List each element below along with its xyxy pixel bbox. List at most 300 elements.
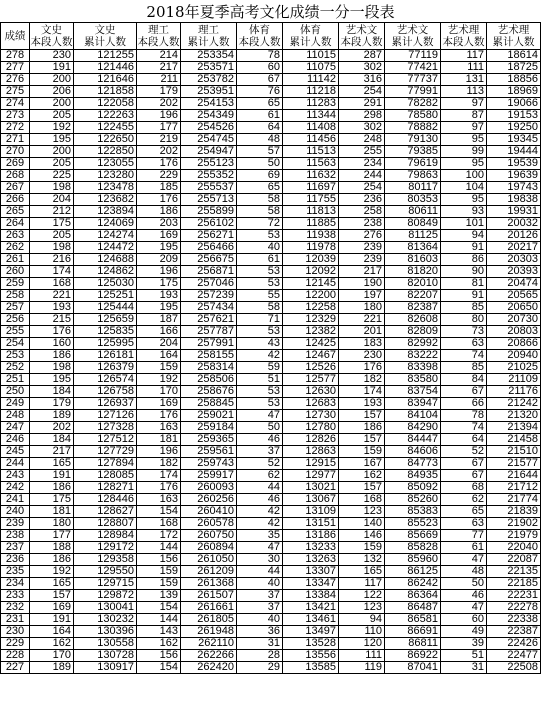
cell-yishuli-count: 63 [441, 338, 487, 350]
cell-yishuli-count: 117 [441, 50, 487, 62]
cell-yishuwen-count: 180 [339, 302, 385, 314]
cell-tiyu-count: 53 [237, 230, 283, 242]
table-row [1, 470, 541, 482]
score-table [0, 22, 541, 674]
cell-score: 234 [1, 578, 30, 590]
cell-ligong-count: 182 [137, 458, 181, 470]
column-header-line1: 文史 [94, 24, 116, 36]
cell-tiyu-cumulative: 11218 [283, 86, 339, 98]
cell-yishuwen-count: 298 [339, 110, 385, 122]
cell-yishuli-cumulative: 20650 [487, 302, 541, 314]
cell-yishuwen-cumulative: 85092 [385, 482, 441, 494]
cell-ligong-count: 204 [137, 338, 181, 350]
cell-tiyu-count: 43 [237, 338, 283, 350]
cell-ligong-count: 174 [137, 470, 181, 482]
cell-yishuwen-cumulative: 82387 [385, 302, 441, 314]
cell-yishuwen-count: 244 [339, 170, 385, 182]
cell-ligong-cumulative: 258155 [181, 350, 237, 362]
cell-wenshi-count: 198 [30, 242, 74, 254]
cell-ligong-cumulative: 260750 [181, 530, 237, 542]
cell-yishuli-cumulative: 18969 [487, 86, 541, 98]
cell-yishuwen-cumulative: 85260 [385, 494, 441, 506]
cell-yishuwen-cumulative: 78580 [385, 110, 441, 122]
cell-wenshi-cumulative: 124274 [74, 230, 137, 242]
table-row [1, 506, 541, 518]
cell-ligong-count: 154 [137, 602, 181, 614]
cell-wenshi-count: 198 [30, 362, 74, 374]
cell-yishuli-count: 90 [441, 266, 487, 278]
cell-yishuwen-count: 159 [339, 446, 385, 458]
cell-yishuwen-count: 197 [339, 290, 385, 302]
cell-yishuwen-cumulative: 86242 [385, 578, 441, 590]
cell-yishuli-count: 73 [441, 326, 487, 338]
table-row [1, 158, 541, 170]
cell-yishuli-count: 97 [441, 122, 487, 134]
cell-score: 236 [1, 554, 30, 566]
cell-yishuli-cumulative: 19444 [487, 146, 541, 158]
column-header-tiyu-count [237, 23, 283, 50]
cell-score: 248 [1, 410, 30, 422]
cell-yishuli-cumulative: 18856 [487, 74, 541, 86]
cell-ligong-count: 159 [137, 566, 181, 578]
cell-tiyu-count: 37 [237, 590, 283, 602]
cell-ligong-cumulative: 259743 [181, 458, 237, 470]
cell-yishuwen-count: 157 [339, 482, 385, 494]
cell-yishuli-count: 113 [441, 86, 487, 98]
cell-yishuwen-count: 201 [339, 326, 385, 338]
cell-tiyu-count: 28 [237, 650, 283, 662]
cell-yishuli-cumulative: 21712 [487, 482, 541, 494]
cell-ligong-cumulative: 261209 [181, 566, 237, 578]
cell-ligong-count: 144 [137, 614, 181, 626]
cell-yishuwen-count: 183 [339, 338, 385, 350]
cell-score: 272 [1, 122, 30, 134]
cell-tiyu-count: 52 [237, 458, 283, 470]
cell-yishuli-cumulative: 21242 [487, 398, 541, 410]
cell-wenshi-count: 200 [30, 146, 74, 158]
cell-tiyu-count: 37 [237, 602, 283, 614]
cell-wenshi-count: 165 [30, 578, 74, 590]
cell-wenshi-count: 175 [30, 494, 74, 506]
cell-ligong-count: 209 [137, 254, 181, 266]
cell-yishuli-count: 81 [441, 278, 487, 290]
table-row [1, 302, 541, 314]
table-row [1, 518, 541, 530]
cell-yishuwen-count: 94 [339, 614, 385, 626]
cell-wenshi-cumulative: 127512 [74, 434, 137, 446]
cell-yishuwen-count: 140 [339, 518, 385, 530]
cell-ligong-count: 187 [137, 314, 181, 326]
cell-tiyu-count: 59 [237, 362, 283, 374]
cell-wenshi-cumulative: 126758 [74, 386, 137, 398]
table-row [1, 494, 541, 506]
cell-yishuli-cumulative: 21902 [487, 518, 541, 530]
cell-yishuwen-count: 162 [339, 470, 385, 482]
cell-yishuli-cumulative: 21109 [487, 374, 541, 386]
cell-yishuwen-cumulative: 79130 [385, 134, 441, 146]
cell-wenshi-cumulative: 130728 [74, 650, 137, 662]
cell-tiyu-cumulative: 12092 [283, 266, 339, 278]
cell-yishuli-cumulative: 20803 [487, 326, 541, 338]
cell-ligong-cumulative: 262266 [181, 650, 237, 662]
column-header-line2: 累计人数 [187, 36, 230, 48]
cell-wenshi-cumulative: 129872 [74, 590, 137, 602]
cell-ligong-count: 211 [137, 74, 181, 86]
column-header-line2: 累计人数 [84, 36, 126, 48]
cell-ligong-count: 163 [137, 422, 181, 434]
cell-ligong-cumulative: 255899 [181, 206, 237, 218]
cell-yishuwen-cumulative: 85383 [385, 506, 441, 518]
cell-yishuli-count: 85 [441, 362, 487, 374]
cell-tiyu-count: 53 [237, 386, 283, 398]
table-row [1, 650, 541, 662]
column-header-line2: 累计人数 [289, 36, 332, 48]
column-header-line2: 累计人数 [492, 36, 535, 48]
cell-yishuwen-cumulative: 83398 [385, 362, 441, 374]
cell-yishuwen-cumulative: 78282 [385, 98, 441, 110]
cell-ligong-count: 170 [137, 386, 181, 398]
cell-yishuwen-cumulative: 86581 [385, 614, 441, 626]
table-row [1, 530, 541, 542]
cell-score: 249 [1, 398, 30, 410]
cell-wenshi-count: 175 [30, 218, 74, 230]
cell-wenshi-count: 206 [30, 86, 74, 98]
cell-yishuwen-count: 168 [339, 494, 385, 506]
cell-yishuli-cumulative: 22278 [487, 602, 541, 614]
table-row [1, 542, 541, 554]
cell-wenshi-count: 186 [30, 554, 74, 566]
cell-score: 241 [1, 494, 30, 506]
cell-wenshi-cumulative: 123682 [74, 194, 137, 206]
cell-yishuli-cumulative: 22387 [487, 626, 541, 638]
cell-ligong-cumulative: 258506 [181, 374, 237, 386]
cell-score: 255 [1, 326, 30, 338]
cell-wenshi-count: 215 [30, 314, 74, 326]
cell-yishuwen-count: 110 [339, 626, 385, 638]
cell-tiyu-cumulative: 12039 [283, 254, 339, 266]
column-header-line2: 本段人数 [442, 36, 485, 48]
cell-wenshi-count: 205 [30, 230, 74, 242]
cell-score: 274 [1, 98, 30, 110]
column-header-tiyu-cumulative [283, 23, 339, 50]
cell-score: 253 [1, 350, 30, 362]
column-header-line1: 艺术文 [396, 24, 429, 36]
cell-tiyu-count: 48 [237, 134, 283, 146]
cell-ligong-count: 169 [137, 398, 181, 410]
cell-ligong-cumulative: 261507 [181, 590, 237, 602]
cell-wenshi-cumulative: 121446 [74, 62, 137, 74]
cell-tiyu-cumulative: 12425 [283, 338, 339, 350]
cell-ligong-cumulative: 253951 [181, 86, 237, 98]
cell-yishuli-count: 80 [441, 314, 487, 326]
cell-wenshi-count: 179 [30, 398, 74, 410]
cell-yishuli-cumulative: 21510 [487, 446, 541, 458]
cell-wenshi-count: 186 [30, 350, 74, 362]
cell-yishuli-cumulative: 19743 [487, 182, 541, 194]
cell-ligong-count: 162 [137, 638, 181, 650]
cell-yishuli-cumulative: 22508 [487, 662, 541, 674]
cell-tiyu-count: 53 [237, 266, 283, 278]
cell-wenshi-count: 174 [30, 266, 74, 278]
cell-yishuli-count: 104 [441, 182, 487, 194]
cell-yishuwen-count: 238 [339, 218, 385, 230]
column-header-score [1, 23, 30, 50]
cell-ligong-cumulative: 260256 [181, 494, 237, 506]
table-row [1, 314, 541, 326]
cell-score: 250 [1, 386, 30, 398]
cell-tiyu-count: 71 [237, 314, 283, 326]
table-row [1, 350, 541, 362]
cell-tiyu-count: 51 [237, 374, 283, 386]
cell-yishuli-count: 95 [441, 194, 487, 206]
column-header-yishuli-cumulative [487, 23, 541, 50]
cell-yishuwen-cumulative: 77737 [385, 74, 441, 86]
cell-ligong-cumulative: 261948 [181, 626, 237, 638]
cell-tiyu-cumulative: 12577 [283, 374, 339, 386]
cell-yishuwen-count: 122 [339, 590, 385, 602]
cell-score: 230 [1, 626, 30, 638]
cell-yishuli-cumulative: 19838 [487, 194, 541, 206]
cell-tiyu-cumulative: 11938 [283, 230, 339, 242]
cell-wenshi-count: 230 [30, 50, 74, 62]
cell-yishuwen-cumulative: 78882 [385, 122, 441, 134]
cell-yishuli-cumulative: 22087 [487, 554, 541, 566]
table-row [1, 134, 541, 146]
cell-tiyu-cumulative: 11563 [283, 158, 339, 170]
cell-score: 258 [1, 290, 30, 302]
cell-yishuli-count: 67 [441, 458, 487, 470]
cell-yishuli-cumulative: 20217 [487, 242, 541, 254]
cell-yishuli-cumulative: 20940 [487, 350, 541, 362]
cell-tiyu-cumulative: 11142 [283, 74, 339, 86]
cell-wenshi-cumulative: 128085 [74, 470, 137, 482]
cell-yishuwen-count: 316 [339, 74, 385, 86]
cell-tiyu-count: 62 [237, 470, 283, 482]
cell-yishuwen-cumulative: 84290 [385, 422, 441, 434]
cell-wenshi-cumulative: 128446 [74, 494, 137, 506]
cell-yishuwen-count: 146 [339, 530, 385, 542]
cell-score: 277 [1, 62, 30, 74]
table-row [1, 122, 541, 134]
cell-yishuwen-count: 123 [339, 602, 385, 614]
cell-ligong-count: 192 [137, 374, 181, 386]
cell-ligong-cumulative: 260578 [181, 518, 237, 530]
cell-score: 252 [1, 362, 30, 374]
table-row [1, 554, 541, 566]
column-header-line1: 体育 [300, 24, 321, 36]
table-header-row [1, 23, 541, 50]
cell-ligong-cumulative: 255123 [181, 158, 237, 170]
cell-score: 256 [1, 314, 30, 326]
cell-tiyu-cumulative: 13421 [283, 602, 339, 614]
cell-yishuli-count: 100 [441, 170, 487, 182]
cell-yishuli-cumulative: 22338 [487, 614, 541, 626]
cell-tiyu-cumulative: 11408 [283, 122, 339, 134]
cell-tiyu-cumulative: 13347 [283, 578, 339, 590]
cell-yishuwen-count: 117 [339, 578, 385, 590]
cell-tiyu-count: 42 [237, 518, 283, 530]
cell-score: 265 [1, 206, 30, 218]
cell-tiyu-count: 44 [237, 482, 283, 494]
cell-yishuli-cumulative: 18725 [487, 62, 541, 74]
cell-ligong-count: 176 [137, 158, 181, 170]
cell-wenshi-count: 168 [30, 278, 74, 290]
column-header-line1: 艺术理 [497, 24, 530, 36]
cell-tiyu-count: 44 [237, 566, 283, 578]
cell-tiyu-count: 40 [237, 242, 283, 254]
cell-ligong-cumulative: 254153 [181, 98, 237, 110]
cell-score: 228 [1, 650, 30, 662]
cell-tiyu-cumulative: 11283 [283, 98, 339, 110]
cell-wenshi-count: 200 [30, 98, 74, 110]
cell-yishuli-cumulative: 21774 [487, 494, 541, 506]
cell-yishuli-count: 68 [441, 482, 487, 494]
cell-score: 260 [1, 266, 30, 278]
table-row [1, 254, 541, 266]
cell-yishuli-count: 78 [441, 410, 487, 422]
cell-yishuli-cumulative: 21394 [487, 422, 541, 434]
table-row [1, 590, 541, 602]
cell-tiyu-cumulative: 13528 [283, 638, 339, 650]
table-row [1, 146, 541, 158]
cell-ligong-count: 202 [137, 98, 181, 110]
table-row [1, 170, 541, 182]
cell-yishuwen-cumulative: 84935 [385, 470, 441, 482]
cell-yishuwen-cumulative: 85523 [385, 518, 441, 530]
column-header-line1: 艺术文 [345, 24, 378, 36]
cell-score: 227 [1, 662, 30, 674]
cell-tiyu-count: 50 [237, 158, 283, 170]
cell-yishuli-cumulative: 22185 [487, 578, 541, 590]
cell-yishuwen-cumulative: 86487 [385, 602, 441, 614]
table-row [1, 386, 541, 398]
cell-ligong-count: 229 [137, 170, 181, 182]
cell-wenshi-count: 186 [30, 482, 74, 494]
cell-wenshi-cumulative: 129172 [74, 542, 137, 554]
cell-ligong-count: 159 [137, 578, 181, 590]
cell-yishuli-count: 85 [441, 302, 487, 314]
cell-ligong-cumulative: 260894 [181, 542, 237, 554]
cell-wenshi-count: 164 [30, 626, 74, 638]
cell-yishuwen-count: 111 [339, 650, 385, 662]
cell-ligong-count: 176 [137, 482, 181, 494]
cell-ligong-cumulative: 259561 [181, 446, 237, 458]
cell-ligong-count: 181 [137, 434, 181, 446]
cell-score: 278 [1, 50, 30, 62]
table-row [1, 638, 541, 650]
cell-yishuwen-cumulative: 87041 [385, 662, 441, 674]
cell-yishuli-cumulative: 22040 [487, 542, 541, 554]
cell-yishuli-cumulative: 22231 [487, 590, 541, 602]
cell-wenshi-count: 225 [30, 170, 74, 182]
cell-yishuwen-cumulative: 79619 [385, 158, 441, 170]
cell-yishuwen-count: 132 [339, 554, 385, 566]
cell-wenshi-count: 195 [30, 134, 74, 146]
cell-wenshi-cumulative: 127126 [74, 410, 137, 422]
cell-wenshi-cumulative: 126937 [74, 398, 137, 410]
cell-yishuli-count: 101 [441, 218, 487, 230]
cell-ligong-cumulative: 256466 [181, 242, 237, 254]
column-header-line1: 成绩 [4, 30, 26, 42]
cell-wenshi-count: 176 [30, 326, 74, 338]
table-row [1, 362, 541, 374]
cell-wenshi-count: 184 [30, 386, 74, 398]
cell-ligong-cumulative: 262110 [181, 638, 237, 650]
cell-tiyu-count: 64 [237, 122, 283, 134]
cell-yishuwen-cumulative: 80611 [385, 206, 441, 218]
cell-yishuli-count: 95 [441, 158, 487, 170]
cell-tiyu-cumulative: 11015 [283, 50, 339, 62]
cell-tiyu-cumulative: 12730 [283, 410, 339, 422]
cell-tiyu-count: 30 [237, 554, 283, 566]
cell-wenshi-cumulative: 126379 [74, 362, 137, 374]
cell-ligong-cumulative: 255537 [181, 182, 237, 194]
cell-tiyu-cumulative: 11632 [283, 170, 339, 182]
cell-yishuli-count: 47 [441, 602, 487, 614]
cell-wenshi-count: 192 [30, 122, 74, 134]
cell-tiyu-count: 40 [237, 578, 283, 590]
cell-ligong-count: 196 [137, 110, 181, 122]
cell-tiyu-count: 46 [237, 434, 283, 446]
cell-tiyu-cumulative: 11075 [283, 62, 339, 74]
table-row [1, 434, 541, 446]
cell-yishuli-cumulative: 22426 [487, 638, 541, 650]
cell-yishuli-count: 65 [441, 506, 487, 518]
cell-wenshi-cumulative: 121255 [74, 50, 137, 62]
cell-tiyu-cumulative: 11755 [283, 194, 339, 206]
cell-wenshi-count: 157 [30, 590, 74, 602]
cell-yishuwen-count: 221 [339, 314, 385, 326]
cell-ligong-cumulative: 253571 [181, 62, 237, 74]
cell-ligong-cumulative: 260093 [181, 482, 237, 494]
cell-yishuwen-count: 258 [339, 206, 385, 218]
cell-yishuli-cumulative: 19539 [487, 158, 541, 170]
column-header-line1: 理工 [148, 24, 169, 36]
cell-wenshi-cumulative: 124688 [74, 254, 137, 266]
cell-tiyu-cumulative: 13186 [283, 530, 339, 542]
cell-ligong-count: 169 [137, 230, 181, 242]
cell-wenshi-cumulative: 122058 [74, 98, 137, 110]
cell-score: 257 [1, 302, 30, 314]
cell-ligong-count: 193 [137, 290, 181, 302]
cell-yishuwen-count: 123 [339, 506, 385, 518]
cell-yishuli-count: 111 [441, 62, 487, 74]
cell-yishuli-count: 48 [441, 566, 487, 578]
cell-tiyu-cumulative: 13384 [283, 590, 339, 602]
cell-yishuwen-count: 157 [339, 434, 385, 446]
cell-wenshi-cumulative: 123894 [74, 206, 137, 218]
table-row [1, 62, 541, 74]
cell-yishuwen-count: 230 [339, 350, 385, 362]
cell-ligong-cumulative: 259917 [181, 470, 237, 482]
cell-wenshi-count: 192 [30, 566, 74, 578]
cell-tiyu-count: 67 [237, 74, 283, 86]
cell-score: 264 [1, 218, 30, 230]
cell-yishuwen-cumulative: 86922 [385, 650, 441, 662]
cell-yishuli-count: 66 [441, 398, 487, 410]
cell-tiyu-count: 60 [237, 62, 283, 74]
cell-ligong-count: 159 [137, 362, 181, 374]
column-header-line1: 艺术理 [447, 24, 480, 36]
cell-tiyu-count: 57 [237, 146, 283, 158]
cell-score: 244 [1, 458, 30, 470]
cell-tiyu-count: 78 [237, 50, 283, 62]
cell-ligong-cumulative: 262420 [181, 662, 237, 674]
cell-ligong-count: 186 [137, 206, 181, 218]
cell-tiyu-cumulative: 12200 [283, 290, 339, 302]
cell-wenshi-count: 205 [30, 110, 74, 122]
cell-yishuwen-cumulative: 84104 [385, 410, 441, 422]
